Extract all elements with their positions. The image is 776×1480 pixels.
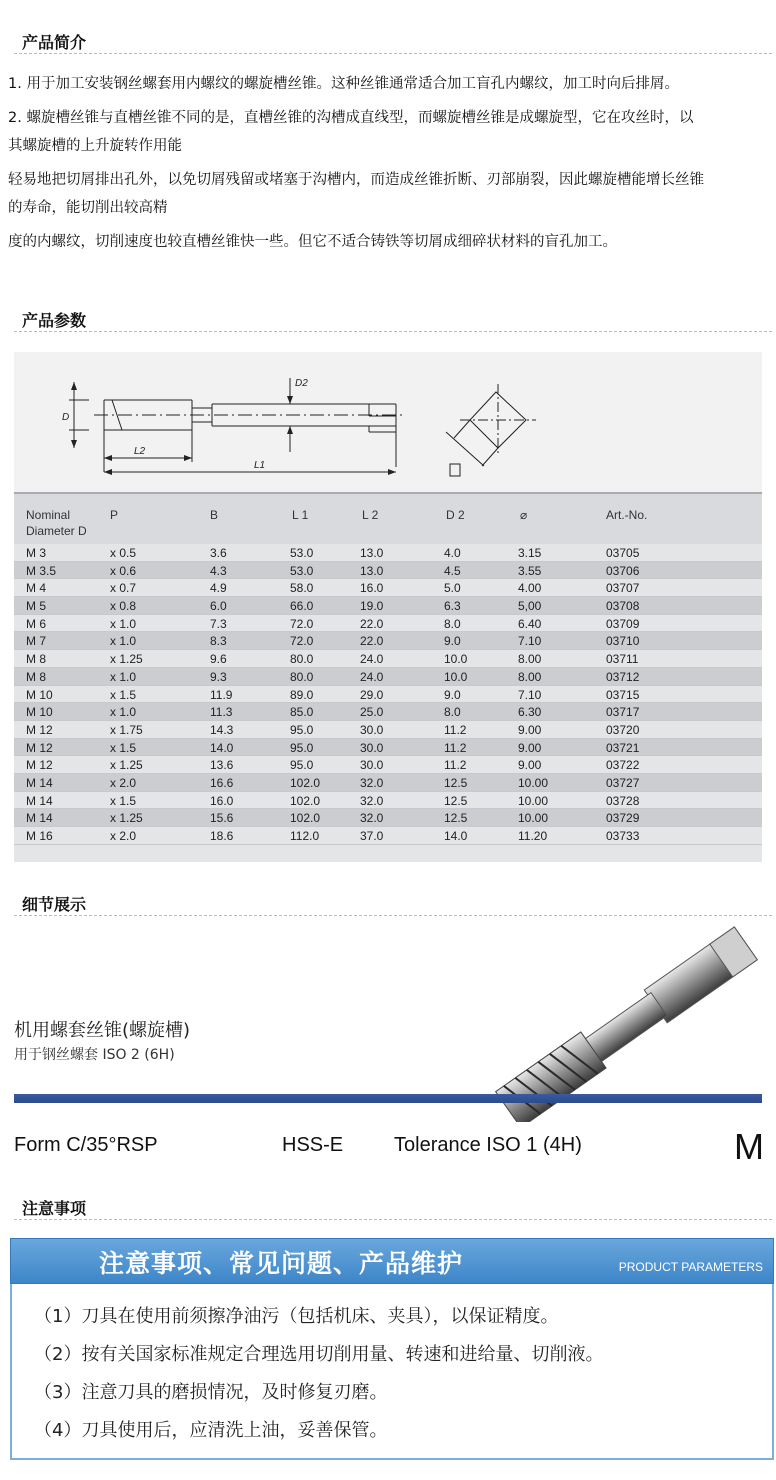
- cell-b: 9.6: [210, 652, 227, 667]
- note-item: （3）注意刀具的磨损情况，及时修复刃磨。: [34, 1382, 388, 1403]
- notes-banner: [10, 1238, 774, 1284]
- cell-square: 8.00: [518, 652, 542, 667]
- product-title: 机用螺套丝锥(螺旋槽): [14, 1020, 191, 1041]
- cell-d2: 14.0: [444, 829, 468, 843]
- cell-nominal: M 8: [26, 652, 47, 667]
- cell-art-no: 03709: [606, 616, 640, 631]
- intro-line: 的寿命，能切削出较高精: [8, 200, 168, 216]
- cell-l2: 13.0: [360, 546, 384, 560]
- cell-l2: 24.0: [360, 669, 384, 684]
- cell-b: 11.3: [210, 705, 233, 720]
- tap-drawing-svg: [14, 352, 762, 492]
- product-detail: [0, 922, 776, 1182]
- cell-pitch: x 0.6: [110, 563, 137, 578]
- cell-l2: 16.0: [360, 581, 384, 596]
- cell-l2: 25.0: [360, 705, 384, 720]
- table-row: [14, 827, 762, 845]
- spec-tolerance: Tolerance ISO 1 (4H): [394, 1134, 582, 1156]
- cell-l2: 30.0: [360, 722, 384, 737]
- cell-b: 8.3: [210, 634, 227, 649]
- cell-pitch: x 1.75: [110, 722, 143, 737]
- cell-art-no: 03708: [606, 599, 640, 614]
- header-diameter: Diameter D: [26, 524, 87, 538]
- cell-pitch: x 1.25: [110, 758, 143, 773]
- cell-square: 4.00: [518, 581, 542, 596]
- cell-d2: 4.5: [444, 563, 461, 578]
- divider: [14, 331, 772, 332]
- cell-b: 16.0: [210, 793, 234, 808]
- cell-square: 7.10: [518, 687, 542, 702]
- section-intro-title: 产品简介: [22, 33, 87, 52]
- section-params-header: [0, 300, 776, 334]
- table-row: [14, 792, 762, 810]
- cell-nominal: M 12: [26, 740, 53, 755]
- drawing-label-l1: L1: [254, 460, 266, 471]
- note-item: （1）刀具在使用前须擦净油污（包括机床、夹具），以保证精度。: [34, 1306, 559, 1327]
- table-row: [14, 686, 762, 704]
- cell-nominal: M 10: [26, 687, 53, 702]
- cell-b: 3.6: [210, 546, 227, 560]
- cell-square: 7.10: [518, 634, 542, 649]
- cell-l1: 95.0: [290, 740, 314, 755]
- cell-l1: 95.0: [290, 722, 314, 737]
- intro-line: 2. 螺旋槽丝锥与直槽丝锥不同的是，直槽丝锥的沟槽成直线型，而螺旋槽丝锥是成螺旋型，它在攻丝时，以: [8, 110, 694, 126]
- table-row: [14, 650, 762, 668]
- table-row: [14, 756, 762, 774]
- cell-l1: 102.0: [290, 793, 321, 808]
- cell-d2: 8.0: [444, 705, 461, 720]
- section-detail-title: 细节展示: [22, 895, 87, 914]
- cell-square: 5,00: [518, 599, 542, 614]
- table-row: [14, 579, 762, 597]
- table-row: [14, 597, 762, 615]
- cell-pitch: x 1.0: [110, 634, 137, 649]
- cell-l2: 13.0: [360, 563, 384, 578]
- intro-line: 其螺旋槽的上升旋转作用能: [8, 138, 182, 154]
- cell-nominal: M 10: [26, 705, 53, 720]
- header-nominal: Nominal: [26, 508, 71, 522]
- cell-d2: 6.3: [444, 599, 461, 614]
- cell-b: 4.9: [210, 581, 227, 596]
- note-item: （2）按有关国家标准规定合理选用切削用量、转速和进给量、切削液。: [34, 1344, 604, 1365]
- cell-square: 8.00: [518, 669, 542, 684]
- cell-pitch: x 0.8: [110, 599, 137, 614]
- cell-nominal: M 12: [26, 758, 53, 773]
- cell-nominal: M 6: [26, 616, 47, 631]
- cell-l1: 102.0: [290, 775, 321, 790]
- cell-square: 3.15: [518, 546, 542, 560]
- cell-art-no: 03733: [606, 829, 640, 843]
- cell-d2: 11.2: [444, 722, 467, 737]
- cell-l2: 32.0: [360, 793, 384, 808]
- table-row: [14, 809, 762, 827]
- section-notes-title: 注意事项: [22, 1199, 87, 1218]
- cell-square: 9.00: [518, 722, 542, 737]
- notes-banner-title: 注意事项、常见问题、产品维护: [99, 1249, 464, 1278]
- tap-technical-drawing: [14, 352, 762, 492]
- cell-pitch: x 2.0: [110, 775, 137, 790]
- cell-pitch: x 1.0: [110, 669, 137, 684]
- cell-square: 10.00: [518, 775, 549, 790]
- cell-nominal: M 8: [26, 669, 47, 684]
- table-row: [14, 739, 762, 757]
- cell-pitch: x 1.25: [110, 811, 143, 826]
- cell-b: 16.6: [210, 775, 234, 790]
- cell-nominal: M 7: [26, 634, 47, 649]
- cell-l1: 112.0: [290, 829, 320, 843]
- table-row: [14, 668, 762, 686]
- tap-product-image: [460, 922, 770, 1122]
- cell-art-no: 03710: [606, 634, 640, 649]
- cell-d2: 10.0: [444, 669, 468, 684]
- cell-l1: 58.0: [290, 581, 314, 596]
- header-l1: L 1: [292, 508, 309, 522]
- cell-b: 18.6: [210, 829, 234, 843]
- table-row: [14, 544, 762, 562]
- cell-square: 9.00: [518, 758, 542, 773]
- cell-d2: 8.0: [444, 616, 461, 631]
- cell-nominal: M 12: [26, 722, 53, 737]
- cell-art-no: 03717: [606, 705, 640, 720]
- cell-pitch: x 1.5: [110, 687, 137, 702]
- cell-l1: 95.0: [290, 758, 314, 773]
- cell-square: 10.00: [518, 793, 549, 808]
- divider: [14, 1219, 772, 1220]
- cell-l2: 24.0: [360, 652, 384, 667]
- divider: [14, 53, 772, 54]
- section-notes-header: [0, 1188, 776, 1222]
- cell-nominal: M 4: [26, 581, 47, 596]
- cell-square: 9.00: [518, 740, 542, 755]
- cell-art-no: 03721: [606, 740, 640, 755]
- header-d2: D 2: [446, 508, 465, 522]
- cell-square: 3.55: [518, 563, 542, 578]
- spec-material: HSS-E: [282, 1134, 344, 1156]
- intro-line: 1. 用于加工安装钢丝螺套用内螺纹的螺旋槽丝锥。这种丝锥通常适合加工盲孔内螺纹，加工时向后排屑。: [8, 76, 679, 92]
- cell-pitch: x 1.0: [110, 616, 137, 631]
- cell-art-no: 03729: [606, 811, 640, 826]
- cell-d2: 10.0: [444, 652, 468, 667]
- section-intro-header: [0, 22, 776, 56]
- cell-pitch: x 2.0: [110, 829, 137, 843]
- cell-l2: 32.0: [360, 811, 384, 826]
- cell-square: 10.00: [518, 811, 549, 826]
- header-l2: L 2: [362, 508, 379, 522]
- cell-l2: 32.0: [360, 775, 384, 790]
- blue-band: [14, 1094, 762, 1103]
- cell-l1: 53.0: [290, 563, 314, 578]
- cell-d2: 4.0: [444, 546, 461, 560]
- table-row: [14, 562, 762, 580]
- cell-b: 15.6: [210, 811, 234, 826]
- intro-line: 轻易地把切屑排出孔外，以免切屑残留或堵塞于沟槽内，而造成丝锥折断、刃部崩裂，因此螺旋槽能增长丝锥: [8, 172, 704, 188]
- params-figure: [14, 352, 762, 862]
- table-row: [14, 615, 762, 633]
- cell-l1: 72.0: [290, 616, 314, 631]
- cell-nominal: M 14: [26, 811, 53, 826]
- header-b: B: [210, 508, 219, 522]
- spec-form: Form C/35°RSP: [14, 1134, 158, 1156]
- cell-pitch: x 1.5: [110, 740, 137, 755]
- cell-b: 11.9: [210, 687, 233, 702]
- section-params-title: 产品参数: [22, 311, 87, 330]
- cell-art-no: 03707: [606, 581, 640, 596]
- cell-art-no: 03715: [606, 687, 640, 702]
- cell-square: 6.40: [518, 616, 542, 631]
- divider: [14, 915, 772, 916]
- table-row: [14, 721, 762, 739]
- note-item: （4）刀具使用后，应清洗上油，妥善保管。: [34, 1420, 388, 1441]
- table-row: [14, 774, 762, 792]
- cell-l2: 22.0: [360, 634, 384, 649]
- cell-art-no: 03712: [606, 669, 640, 684]
- cell-d2: 12.5: [444, 811, 468, 826]
- cell-b: 14.3: [210, 722, 234, 737]
- table-header: [14, 492, 762, 544]
- cell-pitch: x 0.5: [110, 546, 137, 560]
- cell-l2: 37.0: [360, 829, 384, 843]
- intro-text: [8, 70, 770, 256]
- cell-d2: 12.5: [444, 775, 468, 790]
- cell-b: 9.3: [210, 669, 227, 684]
- cell-l2: 22.0: [360, 616, 384, 631]
- table-body: [14, 544, 762, 845]
- cell-pitch: x 1.0: [110, 705, 137, 720]
- spec-thread-letter: M: [734, 1126, 764, 1167]
- cell-b: 4.3: [210, 563, 227, 578]
- cell-art-no: 03705: [606, 546, 640, 560]
- notes-banner-subtitle: PRODUCT PARAMETERS: [618, 1260, 763, 1274]
- cell-l1: 72.0: [290, 634, 314, 649]
- header-p: P: [110, 508, 119, 522]
- table-row: [14, 703, 762, 721]
- notes-body: [10, 1284, 774, 1460]
- cell-l2: 19.0: [360, 599, 384, 614]
- cell-l1: 53.0: [290, 546, 314, 560]
- cell-l1: 89.0: [290, 687, 314, 702]
- section-detail-header: [0, 884, 776, 918]
- cell-d2: 5.0: [444, 581, 461, 596]
- cell-nominal: M 5: [26, 599, 47, 614]
- cell-nominal: M 3: [26, 546, 47, 560]
- product-subtitle: 用于钢丝螺套 ISO 2 (6H): [14, 1047, 175, 1063]
- cell-l1: 102.0: [290, 811, 321, 826]
- cell-art-no: 03727: [606, 775, 640, 790]
- cell-b: 6.0: [210, 599, 227, 614]
- cell-l1: 66.0: [290, 599, 314, 614]
- cell-b: 7.3: [210, 616, 227, 631]
- cell-d2: 11.2: [444, 758, 467, 773]
- intro-line: 度的内螺纹，切削速度也较直槽丝锥快一些。但它不适合铸铁等切屑成细碎状材料的盲孔加工。: [8, 234, 617, 250]
- header-square: ⌀: [520, 508, 528, 522]
- cell-l1: 85.0: [290, 705, 314, 720]
- cell-art-no: 03720: [606, 722, 640, 737]
- cell-l2: 30.0: [360, 758, 384, 773]
- cell-art-no: 03711: [606, 652, 639, 667]
- cell-l2: 30.0: [360, 740, 384, 755]
- cell-art-no: 03706: [606, 563, 640, 578]
- drawing-label-d2: D2: [295, 378, 308, 389]
- cell-pitch: x 0.7: [110, 581, 137, 596]
- drawing-label-l2: L2: [134, 446, 146, 457]
- cell-nominal: M 16: [26, 829, 53, 843]
- cell-nominal: M 14: [26, 775, 53, 790]
- cell-b: 14.0: [210, 740, 234, 755]
- cell-d2: 11.2: [444, 740, 467, 755]
- cell-l1: 80.0: [290, 669, 314, 684]
- cell-nominal: M 14: [26, 793, 53, 808]
- cell-pitch: x 1.25: [110, 652, 143, 667]
- drawing-label-d: D: [62, 412, 70, 423]
- cell-nominal: M 3.5: [26, 563, 57, 578]
- cell-l1: 80.0: [290, 652, 314, 667]
- cell-square: 11.20: [518, 829, 548, 843]
- cell-pitch: x 1.5: [110, 793, 137, 808]
- cell-d2: 12.5: [444, 793, 468, 808]
- header-art-no: Art.-No.: [606, 508, 648, 522]
- cell-b: 13.6: [210, 758, 234, 773]
- table-row: [14, 632, 762, 650]
- cell-d2: 9.0: [444, 687, 461, 702]
- cell-d2: 9.0: [444, 634, 461, 649]
- cell-l2: 29.0: [360, 687, 384, 702]
- cell-art-no: 03728: [606, 793, 640, 808]
- cell-art-no: 03722: [606, 758, 640, 773]
- cell-square: 6.30: [518, 705, 542, 720]
